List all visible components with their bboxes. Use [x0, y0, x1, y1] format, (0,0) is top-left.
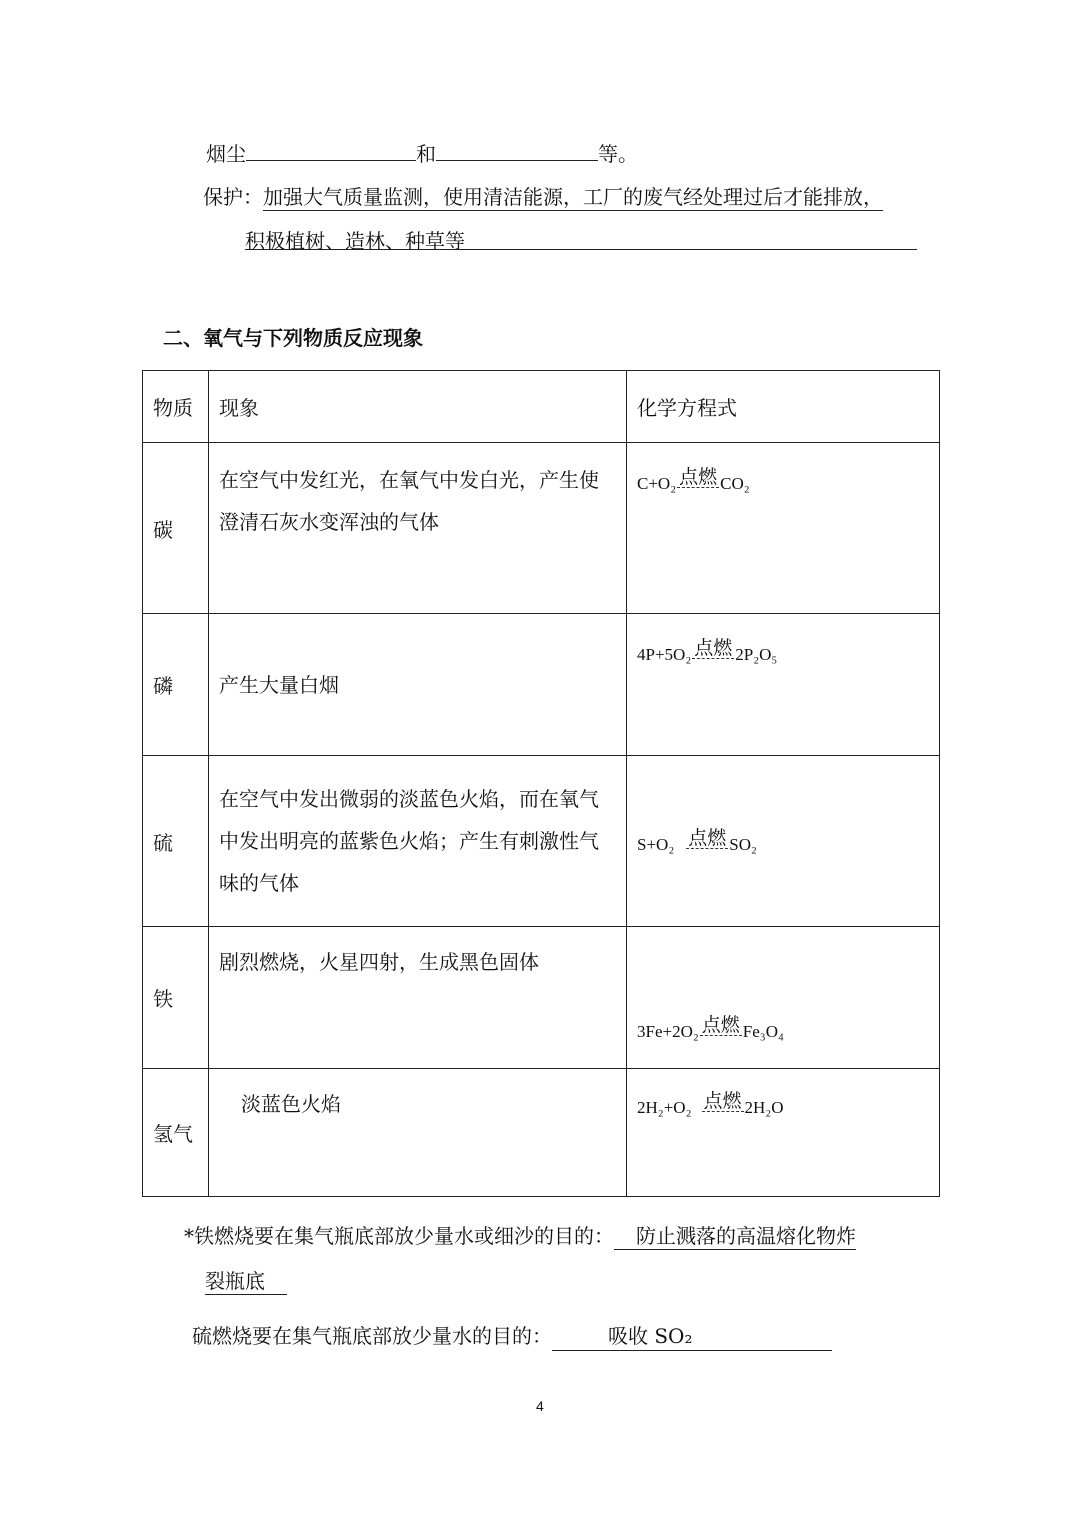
- answer-blank-2[interactable]: [436, 138, 598, 161]
- table-row: [143, 1069, 940, 1197]
- iron-note: [184, 1220, 856, 1249]
- condition-label: 点燃: [703, 1090, 742, 1112]
- phenomenon-cell: [209, 756, 627, 927]
- page-number: 4: [536, 1398, 544, 1414]
- header-equation: 化学方程式: [627, 371, 940, 443]
- table-header-row: [143, 371, 940, 443]
- chemical-equation: [637, 467, 750, 494]
- equals-sign: [702, 1111, 744, 1112]
- phenomenon-text: 在空气中发红光，在氧气中发白光，产生使澄清石灰水变浑浊的气体: [219, 468, 599, 534]
- reaction-condition: [702, 1091, 744, 1118]
- reaction-condition: [686, 828, 728, 855]
- protection-line-1: [203, 181, 883, 210]
- table-row: [143, 443, 940, 614]
- equation-cell: [627, 1069, 940, 1197]
- reaction-condition: [700, 1015, 742, 1042]
- reaction-condition: [677, 467, 719, 494]
- phenomenon-text: 淡蓝色火焰: [241, 1092, 341, 1116]
- equals-sign: [700, 1035, 742, 1036]
- chemical-equation: [637, 638, 777, 665]
- phenomenon-text: 在空气中发出微弱的淡蓝色火焰，而在氧气中发出明亮的蓝紫色火焰；产生有刺激性气味的气体: [219, 787, 599, 895]
- protection-line-2: [245, 225, 917, 253]
- substance-cell: 硫: [143, 756, 209, 927]
- sulfur-note: [192, 1320, 832, 1351]
- condition-label: 点燃: [679, 466, 718, 488]
- equation-products: 2P₂O₅: [735, 645, 778, 664]
- condition-label: 点燃: [701, 1014, 740, 1036]
- equation-cell: [627, 614, 940, 756]
- table-row: [143, 927, 940, 1069]
- protection-label: 保护：: [203, 185, 263, 209]
- answer-blank-1[interactable]: [246, 138, 416, 161]
- etc-word: 等。: [598, 142, 638, 166]
- pollutant-label: 烟尘: [206, 142, 246, 166]
- equation-cell: [627, 443, 940, 614]
- table-row: [143, 614, 940, 756]
- equation-products: SO₂: [729, 834, 757, 854]
- reaction-table: [142, 370, 940, 1197]
- equation-reactants: C+O₂: [637, 474, 677, 493]
- pollution-line-1: [206, 138, 638, 167]
- substance-cell: 氢气: [143, 1069, 209, 1197]
- chemical-equation: [637, 1091, 783, 1118]
- header-phenomenon: 现象: [209, 371, 627, 443]
- section-title: 二、氧气与下列物质反应现象: [163, 326, 423, 350]
- phenomenon-cell: [209, 927, 627, 1069]
- sulfur-note-answer: 吸收 SO₂: [552, 1320, 832, 1351]
- phenomenon-cell: [209, 1069, 627, 1197]
- chemical-equation: [637, 1015, 784, 1042]
- equals-sign: [686, 848, 728, 849]
- equals-sign: [692, 658, 734, 659]
- chemical-equation: [637, 828, 757, 855]
- equation-reactants: 2H₂+O₂: [637, 1098, 692, 1117]
- iron-note-answer-2: 裂瓶底: [205, 1269, 287, 1295]
- protection-answer-2: 积极植树、造林、种草等: [245, 229, 465, 253]
- equation-products: Fe₃O₄: [742, 1022, 784, 1041]
- equation-products: 2H₂O: [744, 1098, 784, 1117]
- iron-note-prompt: *铁燃烧要在集气瓶底部放少量水或细沙的目的：: [184, 1224, 614, 1248]
- table-row: [143, 756, 940, 927]
- reaction-condition: [692, 638, 734, 665]
- substance-cell: 碳: [143, 443, 209, 614]
- equation-products: CO₂: [720, 474, 750, 493]
- sulfur-note-prompt: 硫燃烧要在集气瓶底部放少量水的目的：: [192, 1324, 552, 1348]
- condition-label: 点燃: [688, 826, 727, 849]
- equation-cell: [627, 756, 940, 927]
- phenomenon-text: 剧烈燃烧，火星四射，生成黑色固体: [219, 950, 539, 974]
- phenomenon-cell: [209, 614, 627, 756]
- equation-reactants: 3Fe+2O₂: [637, 1022, 699, 1041]
- phenomenon-text: 产生大量白烟: [219, 672, 339, 697]
- protection-answer-1: 加强大气质量监测，使用清洁能源，工厂的废气经处理过后才能排放，: [263, 185, 883, 209]
- header-substance: 物质: [143, 371, 209, 443]
- and-word: 和: [416, 142, 436, 166]
- equals-sign: [677, 487, 719, 488]
- equation-reactants: S+O₂: [637, 834, 675, 854]
- iron-note-continued: [205, 1265, 287, 1294]
- equation-cell: [627, 927, 940, 1069]
- substance-cell: 磷: [143, 614, 209, 756]
- equation-reactants: 4P+5O₂: [637, 645, 692, 664]
- phenomenon-cell: [209, 443, 627, 614]
- condition-label: 点燃: [694, 637, 733, 659]
- substance-cell: 铁: [143, 927, 209, 1069]
- iron-note-answer: 防止溅落的高温熔化物炸: [614, 1224, 856, 1250]
